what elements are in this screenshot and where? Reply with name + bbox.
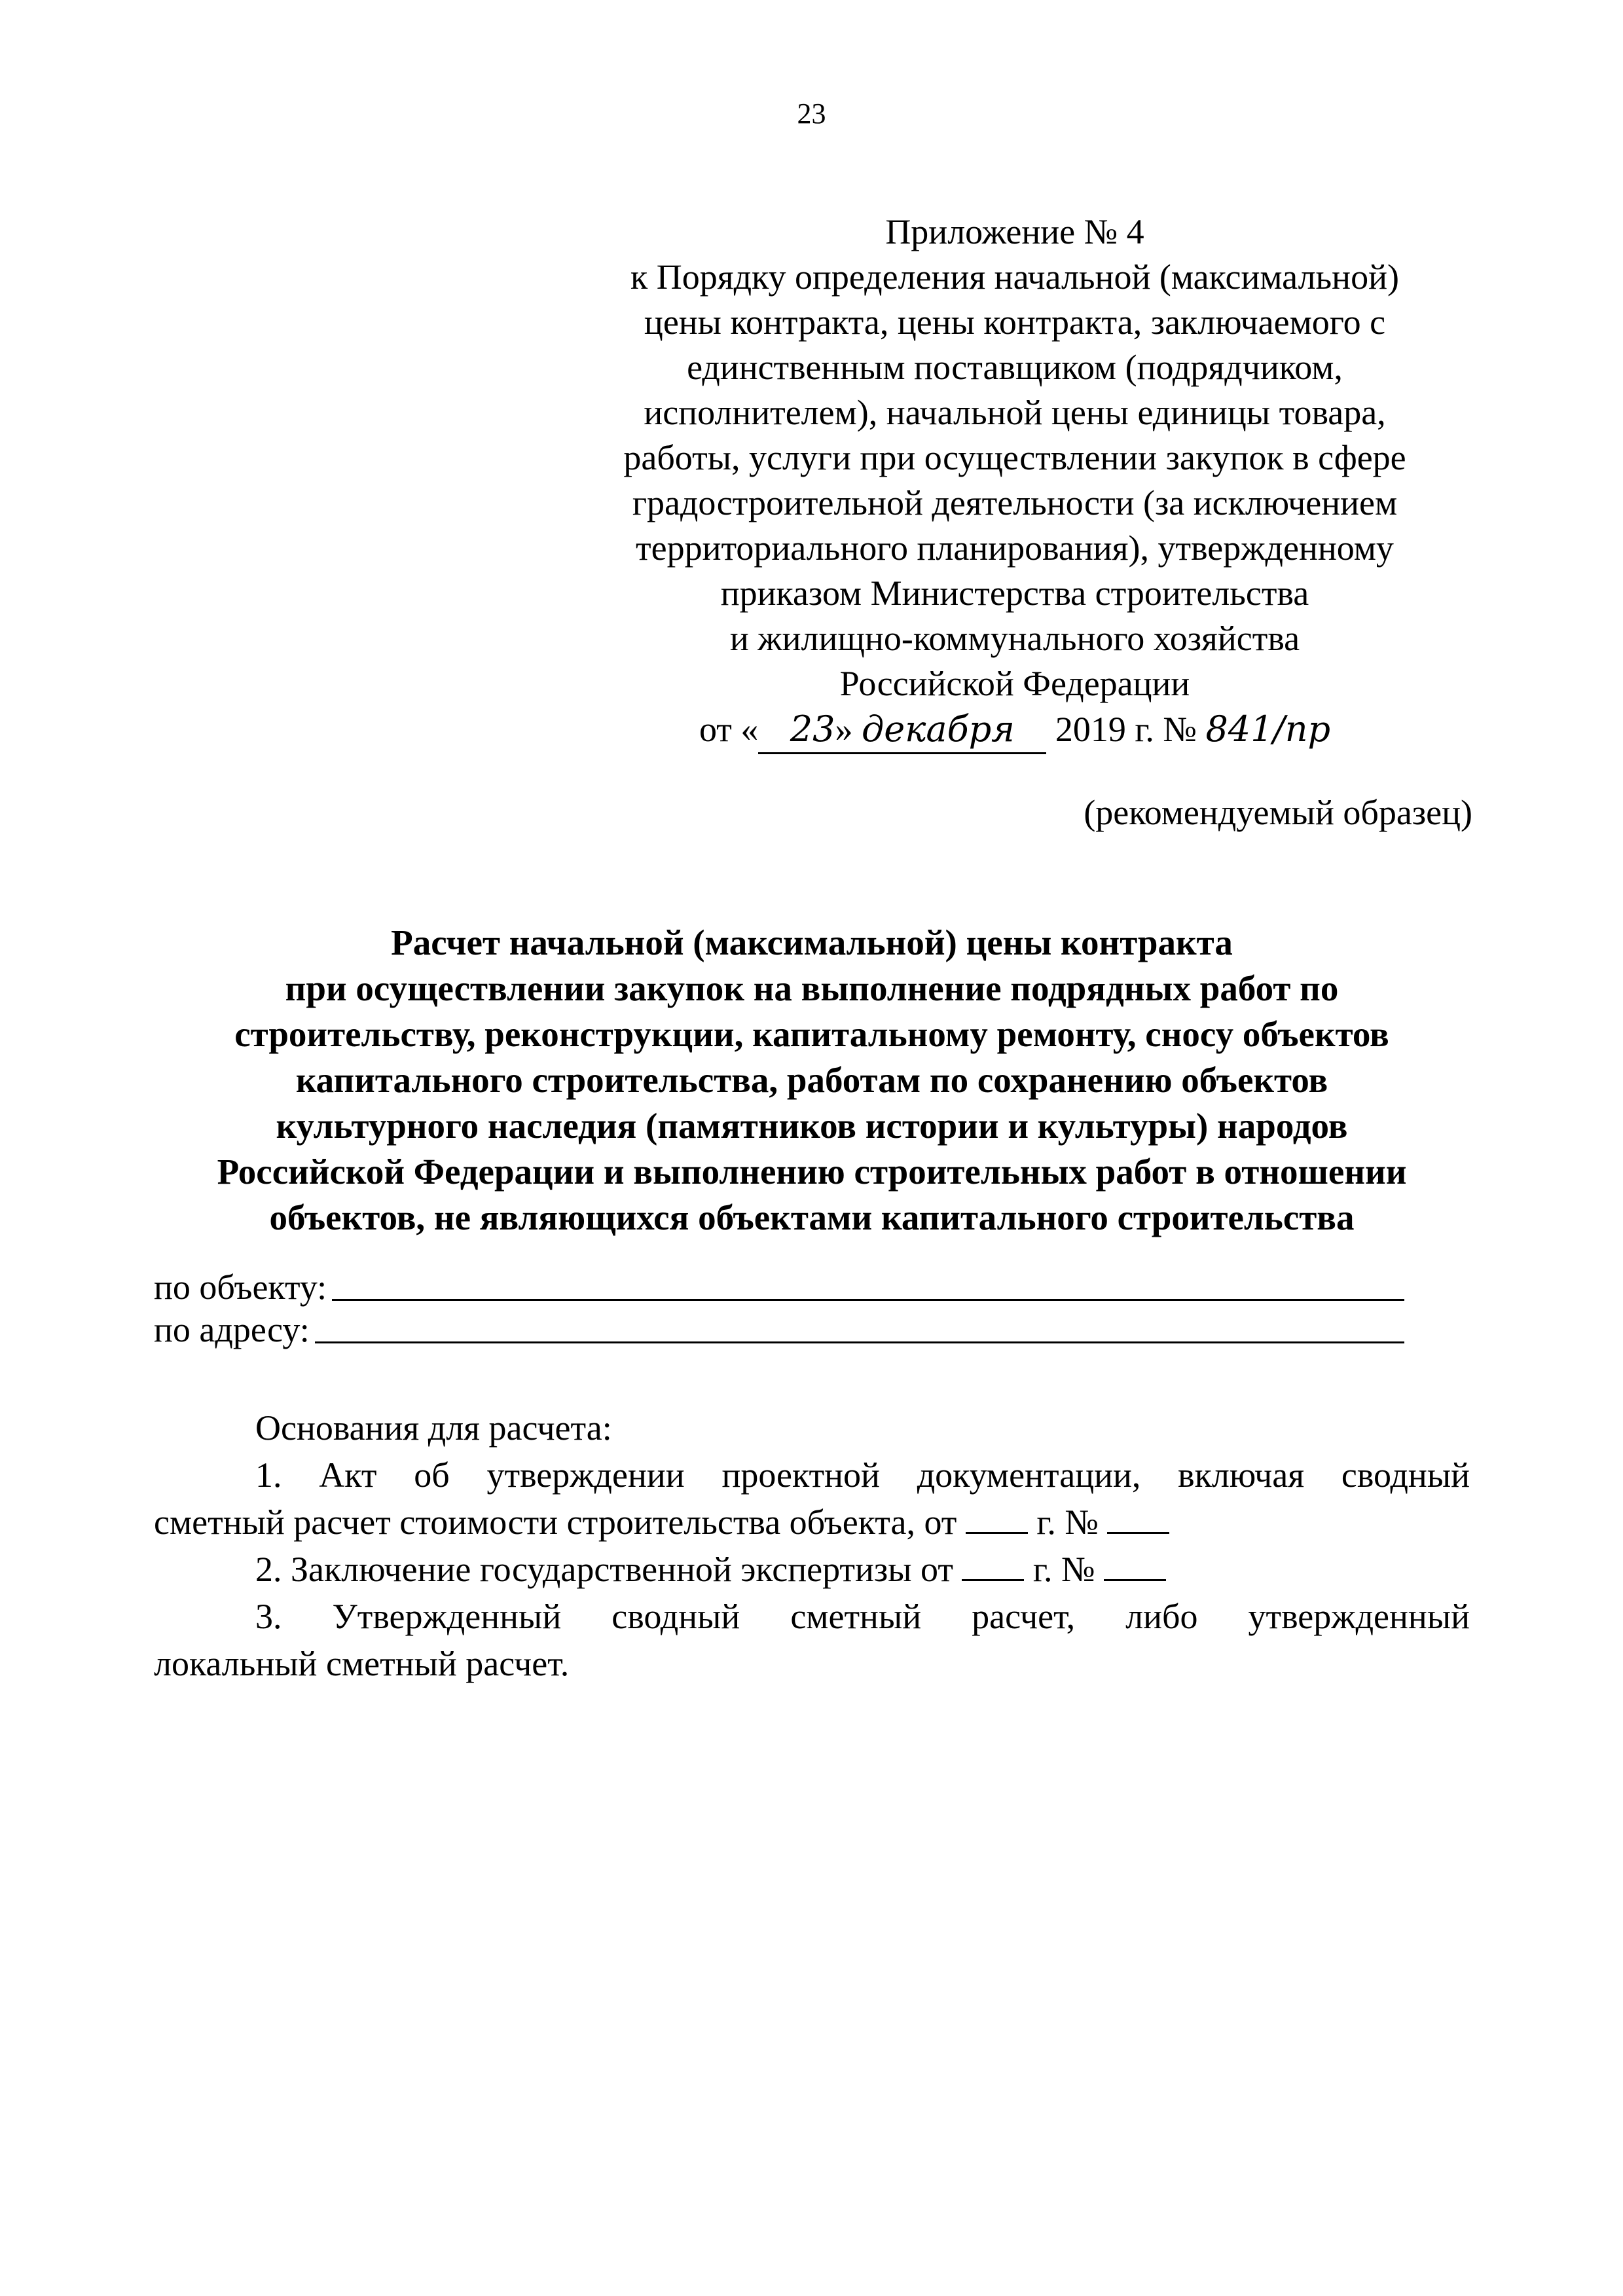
appendix-line: Российской Федерации [839,664,1190,703]
appendix-line: к Порядку определения начальной (максимальной) [630,257,1399,297]
quote-close: » [835,710,853,749]
order-prefix: от « [699,710,759,749]
calculation-basis [154,1404,1470,1687]
object-label: по объекту: [154,1267,327,1307]
appendix-line: единственным поставщиком (подрядчиком, [687,348,1343,387]
title-line: при осуществлении закупок на выполнение подрядных работ по [285,968,1339,1008]
object-blank-line [332,1273,1404,1301]
order-day: 23 [790,708,835,750]
title-line: культурного наследия (памятников истории и культуры) народов [276,1106,1348,1146]
title-line: Расчет начальной (максимальной) цены контракта [391,922,1233,962]
title-line: капитального строительства, работам по сохранению объектов [295,1060,1328,1100]
appendix-line: и жилищно-коммунального хозяйства [729,619,1300,658]
basis-item-2 [154,1546,1470,1593]
basis-heading: Основания для расчета: [255,1408,612,1448]
number-blank [1107,1507,1169,1534]
date-blank [962,1554,1024,1581]
basis-item-3-line-2: локальный сметный расчет. [154,1644,570,1683]
appendix-header [563,210,1467,754]
sample-note: (рекомендуемый образец) [1084,793,1472,832]
basis-item-2-number-label: г. № [1032,1550,1095,1589]
order-year: 2019 г. № [1055,710,1197,749]
title-line: Российской Федерации и выполнению строительных работ в отношении [217,1152,1407,1192]
appendix-line: приказом Министерства строительства [720,574,1309,613]
basis-item-3-line-1: 3. Утвержденный сводный сметный расчет, либо утвержденный [255,1597,1470,1636]
page-number: 23 [797,98,826,130]
title-line: строительству, реконструкции, капитальному ремонту, сносу объектов [234,1014,1389,1054]
address-field [154,1309,1404,1350]
title-line: объектов, не являющихся объектами капитального строительства [269,1197,1355,1237]
address-blank-line [315,1315,1404,1343]
appendix-title: Приложение № 4 [885,212,1144,251]
order-number: 841/пр [1205,708,1331,750]
document-title [154,920,1470,1241]
basis-item-2-text: 2. Заключение государственной экспертизы от [255,1550,953,1589]
basis-item-1-text: сметный расчет стоимости строительства объекта, от [154,1503,957,1542]
basis-item-1-number-label: г. № [1036,1503,1099,1542]
appendix-line: работы, услуги при осуществлении закупок в сфере [623,438,1406,477]
address-label: по адресу: [154,1310,310,1349]
handwritten-date [758,706,1046,754]
object-field [154,1267,1404,1307]
order-month: декабря [862,708,1015,750]
appendix-line: градостроительной деятельности (за исключением [632,483,1398,522]
appendix-line: цены контракта, цены контракта, заключаемого с [644,302,1386,342]
date-blank [966,1507,1028,1534]
appendix-line: исполнителем), начальной цены единицы товара, [644,393,1386,432]
number-blank [1104,1554,1166,1581]
order-date-line [563,706,1467,754]
appendix-line: территориального планирования), утвержденному [636,528,1394,568]
basis-item-1-line-2 [154,1499,1470,1546]
basis-item-1-line-1: 1. Акт об утверждении проектной документации, включая сводный [255,1455,1470,1495]
